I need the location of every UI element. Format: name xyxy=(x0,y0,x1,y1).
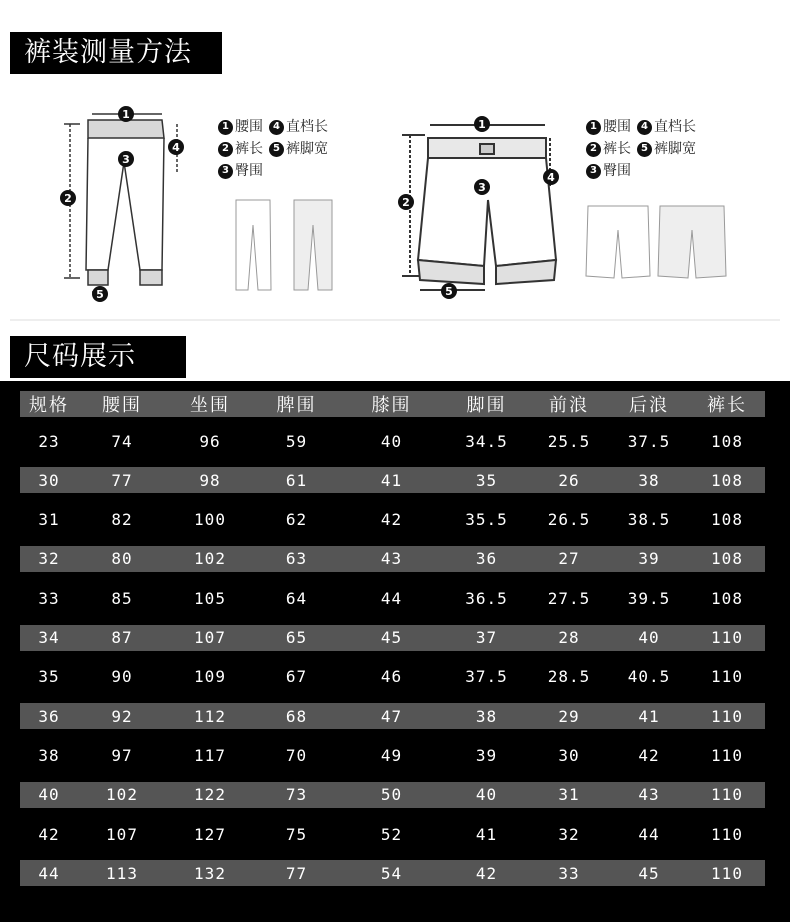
table-cell: 34 xyxy=(38,628,60,647)
table-cell: 74 xyxy=(111,431,133,451)
table-cell: 43 xyxy=(638,785,660,805)
shorts-illustration xyxy=(402,125,556,290)
table-cell: 110 xyxy=(711,745,743,765)
table-cell: 39 xyxy=(638,549,660,569)
table-row xyxy=(20,585,765,611)
table-header-cell: 规格 xyxy=(29,395,69,416)
table-cell: 59 xyxy=(285,431,308,451)
table-cell: 29 xyxy=(558,706,580,726)
table-row xyxy=(20,428,765,454)
marker-5: 5 xyxy=(445,285,453,298)
table-row xyxy=(20,742,765,768)
legend-label-length: 裤长 xyxy=(235,141,263,157)
marker-5: 5 xyxy=(96,288,104,301)
long-pants-illustration xyxy=(64,114,177,292)
table-cell: 40 xyxy=(38,785,60,805)
table-cell: 82 xyxy=(111,510,133,530)
table-header-cell: 坐围 xyxy=(190,395,230,416)
table-header-cell: 脾围 xyxy=(276,395,317,416)
table-cell: 38.5 xyxy=(627,510,671,530)
table-cell: 109 xyxy=(194,667,226,687)
table-cell: 108 xyxy=(711,549,743,569)
table-cell: 36.5 xyxy=(465,588,508,608)
table-cell: 61 xyxy=(285,470,308,490)
table-cell: 40 xyxy=(380,431,403,451)
table-cell: 26 xyxy=(558,470,580,490)
table-cell: 35.5 xyxy=(465,510,508,530)
table-cell: 43 xyxy=(380,549,403,569)
legend-badge: 1 xyxy=(218,120,233,135)
table-cell: 85 xyxy=(111,588,133,608)
legend-label-waist: 腰围 xyxy=(235,119,263,135)
table-header-row xyxy=(20,391,765,417)
table-header-cell: 腰围 xyxy=(102,395,142,416)
table-row xyxy=(20,467,765,493)
table-cell: 31 xyxy=(38,510,60,530)
table-cell: 42 xyxy=(638,745,660,765)
table-cell: 40 xyxy=(638,628,660,647)
table-cell: 42 xyxy=(38,824,60,844)
table-cell: 110 xyxy=(711,628,743,647)
table-cell: 77 xyxy=(111,470,133,490)
table-cell: 31 xyxy=(558,785,580,805)
long-pants-thumbnails xyxy=(236,200,332,290)
legend-label-hip: 臀围 xyxy=(603,163,631,179)
table-header-cell: 裤长 xyxy=(707,395,747,416)
marker-1: 1 xyxy=(478,118,486,131)
table-cell: 113 xyxy=(106,863,138,883)
table-cell: 30 xyxy=(38,470,60,490)
section-title-measure: 裤装测量方法 xyxy=(10,32,222,74)
table-cell: 44 xyxy=(380,588,403,608)
table-header-cell: 膝围 xyxy=(371,395,412,416)
table-row xyxy=(20,625,765,651)
marker-3: 3 xyxy=(122,153,130,166)
table-cell: 77 xyxy=(285,863,308,883)
table-row xyxy=(20,703,765,729)
legend-badge: 5 xyxy=(637,142,652,157)
table-cell: 37.5 xyxy=(465,667,508,687)
table-cell: 36 xyxy=(38,706,60,726)
marker-3: 3 xyxy=(478,181,486,194)
table-cell: 44 xyxy=(38,863,60,883)
table-cell: 110 xyxy=(711,667,743,687)
table-cell: 105 xyxy=(194,588,226,608)
marker-4: 4 xyxy=(172,141,180,154)
legend-label-hip: 臀围 xyxy=(235,163,263,179)
table-cell: 39 xyxy=(475,745,498,765)
table-cell: 98 xyxy=(199,470,221,490)
table-row xyxy=(20,507,765,533)
legend-label-leg-opening: 裤脚宽 xyxy=(286,141,328,157)
table-cell: 26.5 xyxy=(547,510,591,530)
table-cell: 110 xyxy=(711,785,743,805)
table-cell: 37 xyxy=(475,628,498,647)
table-cell: 68 xyxy=(285,706,308,726)
table-cell: 87 xyxy=(111,628,133,647)
table-cell: 41 xyxy=(380,470,403,490)
table-cell: 27 xyxy=(558,549,580,569)
marker-4: 4 xyxy=(547,171,555,184)
table-cell: 23 xyxy=(38,431,60,451)
table-cell: 40.5 xyxy=(627,667,671,687)
legend-label-rise: 直档长 xyxy=(654,119,696,135)
table-cell: 25.5 xyxy=(547,431,591,451)
table-cell: 97 xyxy=(111,745,133,765)
table-cell: 54 xyxy=(380,863,403,883)
table-cell: 67 xyxy=(285,667,308,687)
size-table xyxy=(0,381,790,922)
table-cell: 40 xyxy=(475,785,498,805)
table-cell: 41 xyxy=(638,706,660,726)
legend-badge: 2 xyxy=(586,142,601,157)
table-cell: 45 xyxy=(380,628,403,647)
table-cell: 75 xyxy=(285,824,308,844)
table-cell: 27.5 xyxy=(547,588,591,608)
table-cell: 45 xyxy=(638,863,660,883)
table-cell: 110 xyxy=(711,824,743,844)
table-row xyxy=(20,821,765,847)
legend-badge: 5 xyxy=(269,142,284,157)
table-cell: 62 xyxy=(285,510,308,530)
table-cell: 117 xyxy=(194,745,226,765)
legend-label-leg-opening: 裤脚宽 xyxy=(654,141,696,157)
legend-label-length: 裤长 xyxy=(603,141,631,157)
table-cell: 32 xyxy=(38,549,60,569)
marker-1: 1 xyxy=(122,108,130,121)
table-cell: 38 xyxy=(475,706,498,726)
table-cell: 92 xyxy=(111,706,133,726)
table-cell: 64 xyxy=(285,588,308,608)
legend-badge: 2 xyxy=(218,142,233,157)
table-cell: 107 xyxy=(106,824,138,844)
table-cell: 33 xyxy=(38,588,60,608)
table-cell: 127 xyxy=(194,824,226,844)
table-cell: 102 xyxy=(106,785,138,805)
table-cell: 112 xyxy=(194,706,226,726)
legend-badge: 3 xyxy=(586,164,601,179)
marker-2: 2 xyxy=(64,192,72,205)
table-cell: 100 xyxy=(194,510,226,530)
legend-label-waist: 腰围 xyxy=(603,119,631,135)
table-cell: 108 xyxy=(711,470,743,490)
table-cell: 52 xyxy=(380,824,403,844)
table-cell: 28.5 xyxy=(547,667,591,687)
table-cell: 37.5 xyxy=(627,431,671,451)
table-cell: 46 xyxy=(380,667,403,687)
table-cell: 47 xyxy=(380,706,403,726)
table-header-cell: 后浪 xyxy=(629,395,669,416)
table-cell: 33 xyxy=(558,863,580,883)
table-header-cell: 脚围 xyxy=(466,395,507,416)
marker-2: 2 xyxy=(402,196,410,209)
table-cell: 70 xyxy=(285,745,308,765)
table-cell: 39.5 xyxy=(627,588,671,608)
legend-badge: 4 xyxy=(269,120,284,135)
table-cell: 108 xyxy=(711,588,743,608)
table-row xyxy=(20,664,765,690)
measurement-diagrams xyxy=(0,80,790,330)
table-cell: 108 xyxy=(711,510,743,530)
shorts-thumbnails xyxy=(586,206,726,278)
table-cell: 30 xyxy=(558,745,580,765)
table-cell: 73 xyxy=(285,785,308,805)
table-cell: 35 xyxy=(38,667,60,687)
legend-label-rise: 直档长 xyxy=(286,119,328,135)
legend-badge: 4 xyxy=(637,120,652,135)
table-cell: 90 xyxy=(111,667,133,687)
table-row xyxy=(20,546,765,572)
table-cell: 34.5 xyxy=(465,431,508,451)
table-row xyxy=(20,860,765,886)
table-cell: 49 xyxy=(380,745,403,765)
table-header-cell: 前浪 xyxy=(549,395,589,416)
legend-badge: 3 xyxy=(218,164,233,179)
legend-badge: 1 xyxy=(586,120,601,135)
table-cell: 110 xyxy=(711,706,743,726)
table-cell: 38 xyxy=(638,470,660,490)
table-row xyxy=(20,782,765,808)
legend-long-pants xyxy=(218,116,328,182)
table-cell: 50 xyxy=(380,785,403,805)
table-cell: 63 xyxy=(285,549,308,569)
section-title-size: 尺码展示 xyxy=(10,336,186,378)
table-cell: 42 xyxy=(475,863,498,883)
table-cell: 44 xyxy=(638,824,660,844)
table-cell: 35 xyxy=(475,470,498,490)
table-cell: 32 xyxy=(558,824,580,844)
table-cell: 107 xyxy=(194,628,226,647)
table-cell: 65 xyxy=(285,628,308,647)
table-cell: 132 xyxy=(194,863,226,883)
table-cell: 41 xyxy=(475,824,498,844)
table-cell: 42 xyxy=(380,510,403,530)
table-cell: 28 xyxy=(558,628,580,647)
legend-shorts xyxy=(586,116,696,182)
table-cell: 110 xyxy=(711,863,743,883)
table-cell: 96 xyxy=(199,431,221,451)
table-cell: 102 xyxy=(194,549,226,569)
table-cell: 38 xyxy=(38,745,60,765)
table-cell: 80 xyxy=(111,549,133,569)
table-cell: 122 xyxy=(194,785,226,805)
table-cell: 108 xyxy=(711,431,743,451)
table-cell: 36 xyxy=(475,549,498,569)
